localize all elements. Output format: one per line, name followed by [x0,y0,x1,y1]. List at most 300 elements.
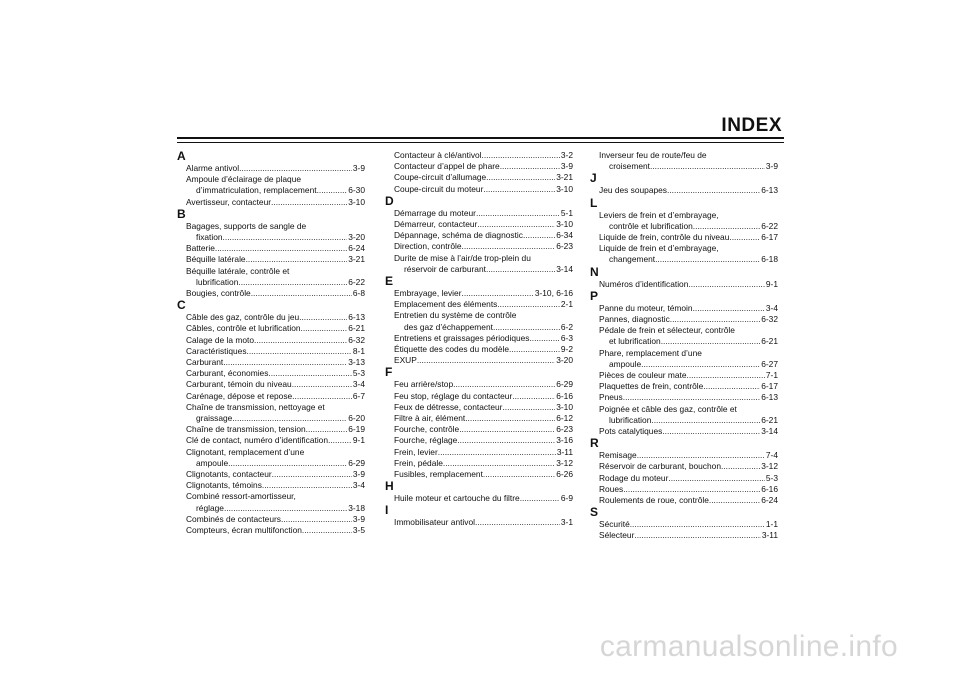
index-entry [385,435,573,446]
entry-text: Clignotant, remplacement d’une [186,446,305,457]
index-letter: R [590,436,599,451]
entry-text: Clé de contact, numéro d’identification [186,435,328,446]
index-entry [385,413,573,424]
entry-page-ref: 6-19 [348,424,365,435]
dot-leader [317,185,348,196]
entry-page-ref: 6-22 [761,220,778,231]
dot-leader [661,336,761,347]
entry-text: des gaz d’échappement [404,321,493,332]
entry-text: Huile moteur et cartouche du filtre [394,493,520,504]
dot-leader [634,530,760,541]
entry-page-ref: 6-26 [556,469,573,480]
index-entry [385,391,573,402]
entry-text: lubrification [196,276,239,287]
dot-leader [247,346,352,357]
entry-page-ref: 9-2 [560,344,573,355]
index-entry [590,303,778,314]
entry-text: Clignotants, témoins [186,480,262,491]
dot-leader [670,314,760,325]
index-entry [590,314,778,325]
entry-page-ref: 6-23 [556,241,573,252]
entry-text: d’immatriculation, remplacement [196,185,317,196]
dot-leader [328,435,352,446]
index-entry [385,208,573,219]
index-entry [385,447,573,458]
dot-leader [729,232,760,243]
entry-page-ref: 6-2 [560,321,573,332]
index-entry [385,402,573,413]
index-entry [385,150,573,161]
index-entry [385,344,573,355]
index-entry [590,392,778,403]
entry-text: fixation [196,232,223,243]
index-entry [590,243,778,265]
entry-page-ref: 6-30 [348,185,365,196]
entry-page-ref: 3-10, 6-16 [534,288,573,299]
dot-leader [223,357,347,368]
entry-text: Carburant [186,357,224,368]
dot-leader [668,473,765,484]
index-entry [385,458,573,469]
index-letter: B [177,206,186,221]
entry-text: Ampoule d’éclairage de plaque [186,174,302,185]
entry-page-ref: 6-22 [348,276,365,287]
index-entry [385,469,573,480]
dot-leader [486,264,555,275]
dot-leader [453,379,555,390]
index-entry [177,435,365,446]
entry-page-ref: 6-32 [761,314,778,325]
dot-leader [509,344,560,355]
dot-leader [476,208,560,219]
index-entry [590,150,778,172]
index-column-1 [177,150,365,536]
entry-page-ref: 3-20 [348,232,365,243]
entry-page-ref: 3-21 [348,254,365,265]
index-entry [385,299,573,310]
entry-page-ref: 3-4 [352,480,365,491]
index-letter: E [385,274,394,289]
dot-leader [637,450,765,461]
index-entry [590,461,778,472]
dot-leader [650,161,765,172]
dot-leader [251,288,352,299]
entry-page-ref: 9-1 [765,278,778,289]
index-entry [385,161,573,172]
entry-text: Frein, pédale [394,457,443,468]
entry-page-ref: 3-10 [556,183,573,194]
entry-page-ref: 6-32 [348,334,365,345]
entry-page-ref: 1-1 [765,519,778,530]
index-letter: D [385,193,394,208]
index-letter: F [385,365,393,380]
index-entry [177,266,365,288]
entry-page-ref: 6-21 [348,323,365,334]
entry-text: Remisage [599,450,637,461]
entry-text: et lubrification [609,336,661,347]
dot-leader [630,519,765,530]
entry-text: Pannes, diagnostic [599,314,670,325]
index-entry [385,219,573,230]
index-entry [177,163,365,174]
entry-text: Béquille latérale, contrôle et [186,265,290,276]
dot-leader [438,447,556,458]
index-entry [177,243,365,254]
entry-page-ref: 3-10 [556,219,573,230]
index-entry [177,335,365,346]
entry-page-ref: 6-9 [560,493,573,504]
entry-text: Chaîne de transmission, tension [186,424,306,435]
entry-text: Coupe-circuit d’allumage [394,172,487,183]
index-entry [177,288,365,299]
entry-text: Fourche, contrôle [394,424,460,435]
dot-leader [651,415,760,426]
entry-text: Embrayage, levier [394,288,462,299]
entry-text: Entretien du système de contrôle [394,310,517,321]
index-entry [177,491,365,513]
entry-text: Entretiens et graissages périodiques [394,332,530,343]
entry-text: Numéros d’identification [599,278,689,289]
dot-leader [223,232,348,243]
entry-text: Pneus [599,392,623,403]
entry-page-ref: 8-1 [352,345,365,356]
dot-leader [667,185,760,196]
entry-page-ref: 6-7 [352,390,365,401]
dot-leader [443,458,555,469]
index-column-2 [385,150,573,529]
index-entry [590,279,778,290]
entry-text: Poignée et câble des gaz, contrôle et [599,403,737,414]
entry-page-ref: 6-3 [560,332,573,343]
dot-leader [239,163,352,174]
entry-text: Plaquettes de frein, contrôle [599,381,704,392]
dot-leader [302,525,352,536]
index-entry [177,480,365,491]
dot-leader [232,413,347,424]
entry-text: Durite de mise à l’air/de trop-plein du [394,252,531,263]
index-letter: N [590,264,599,279]
index-entry [385,184,573,195]
entry-text: Démarrage du moteur [394,207,476,218]
index-letter: S [590,505,599,520]
index-entry [177,323,365,334]
index-entry [590,381,778,392]
entry-text: Roulements de roue, contrôle [599,495,709,506]
entry-page-ref: 3-5 [352,525,365,536]
dot-leader [523,230,555,241]
entry-text: Compteurs, écran multifonction [186,525,302,536]
entry-text: Clignotants, contacteur [186,469,272,480]
entry-page-ref: 3-9 [560,161,573,172]
entry-text: Roues [599,483,624,494]
entry-page-ref: 7-4 [765,450,778,461]
entry-text: Avertisseur, contacteur [186,196,272,207]
dot-leader [462,288,534,299]
entry-text: Bagages, supports de sangle de [186,220,307,231]
entry-page-ref: 3-12 [761,461,778,472]
entry-text: Direction, contrôle [394,241,462,252]
dot-leader [246,254,348,265]
index-entry [385,493,573,504]
entry-text: Rodage du moteur [599,472,669,483]
entry-text: Pots catalytiques [599,426,663,437]
dot-leader [688,279,765,290]
dot-leader [482,150,560,161]
index-entry [590,370,778,381]
entry-page-ref: 3-14 [761,426,778,437]
entry-text: Bougies, contrôle [186,288,251,299]
dot-leader [477,219,555,230]
entry-page-ref: 3-2 [560,150,573,160]
index-entry [385,333,573,344]
dot-leader [693,221,760,232]
entry-page-ref: 6-20 [348,413,365,424]
index-entry [177,402,365,424]
entry-page-ref: 2-1 [560,299,573,310]
entry-text: ampoule [609,358,642,369]
dot-leader [272,469,352,480]
index-entry [385,310,573,332]
entry-text: Combinés de contacteurs [186,513,281,524]
entry-page-ref: 6-27 [761,358,778,369]
index-entry [590,495,778,506]
dot-leader [512,391,555,402]
entry-text: réservoir de carburant [404,263,486,274]
dot-leader [483,184,555,195]
entry-page-ref: 3-10 [556,401,573,412]
index-entry [590,210,778,232]
dot-leader [709,495,760,506]
index-letter: L [590,195,598,210]
entry-text: Fusibles, remplacement [394,469,483,480]
entry-text: Feux de détresse, contacteur [394,401,503,412]
dot-leader [483,469,555,480]
entry-page-ref: 3-11 [556,446,573,457]
dot-leader [520,493,560,504]
entry-text: Fourche, réglage [394,435,458,446]
entry-page-ref: 3-4 [765,302,778,313]
index-entry [385,517,573,528]
dot-leader [224,503,347,514]
index-letter: P [590,288,599,303]
entry-page-ref: 5-3 [765,472,778,483]
dot-leader [299,312,347,323]
index-entry [177,368,365,379]
dot-leader [462,241,556,252]
entry-text: Jeu des soupapes [599,185,667,196]
entry-text: Câbles, contrôle et lubrification [186,323,301,334]
index-entry [385,424,573,435]
entry-page-ref: 6-8 [352,288,365,299]
entry-page-ref: 3-20 [556,355,573,366]
entry-text: Feu arrière/stop [394,379,454,390]
entry-page-ref: 6-23 [556,424,573,435]
entry-text: Liquide de frein et d’embrayage, [599,243,719,254]
index-entry [177,514,365,525]
entry-page-ref: 3-10 [348,196,365,207]
entry-text: Sécurité [599,519,630,530]
entry-text: contrôle et lubrification [609,220,693,231]
index-entry [590,530,778,541]
index-entry [590,519,778,530]
dot-leader [254,335,347,346]
entry-page-ref: 6-13 [348,312,365,323]
dot-leader [687,370,765,381]
entry-page-ref: 6-29 [556,379,573,390]
index-entry [590,426,778,437]
entry-text: Contacteur d’appel de phare [394,161,500,172]
index-entry [177,197,365,208]
dot-leader [459,424,555,435]
entry-page-ref: 3-9 [352,469,365,480]
index-entry [385,230,573,241]
entry-text: Alarme antivol [186,163,240,173]
entry-page-ref: 6-21 [761,414,778,425]
entry-text: Caractéristiques [186,345,247,356]
index-letter: I [385,503,389,518]
index-entry [590,348,778,370]
entry-page-ref: 5-3 [352,368,365,379]
entry-page-ref: 3-13 [348,357,365,368]
entry-text: Carburant, témoin du niveau [186,379,292,390]
dot-leader [271,197,347,208]
dot-leader [301,323,348,334]
index-entry [177,379,365,390]
entry-text: Combiné ressort-amortisseur, [186,491,296,502]
entry-text: changement [609,254,656,265]
index-letter: H [385,479,394,494]
index-entry [590,473,778,484]
dot-leader [228,458,347,469]
entry-text: EXUP [394,355,417,366]
index-entry [177,174,365,196]
entry-text: Démarreur, contacteur [394,219,478,230]
dot-leader [641,359,760,370]
entry-text: Sélecteur [599,530,635,541]
dot-leader [693,303,765,314]
entry-page-ref: 3-11 [761,530,778,541]
index-entry [177,469,365,480]
entry-text: Réservoir de carburant, bouchon [599,461,721,472]
dot-leader [457,435,555,446]
entry-page-ref: 3-18 [348,502,365,513]
entry-text: Leviers de frein et d’embrayage, [599,209,719,220]
dot-leader [262,480,352,491]
index-column-3 [590,150,778,542]
index-entry [385,241,573,252]
dot-leader [306,424,348,435]
entry-page-ref: 6-34 [556,230,573,241]
entry-page-ref: 6-13 [761,185,778,196]
index-entry [177,525,365,536]
entry-page-ref: 6-24 [348,243,365,254]
entry-page-ref: 6-17 [761,232,778,243]
entry-page-ref: 3-9 [352,163,365,173]
index-entry [177,254,365,265]
index-entry [590,404,778,426]
entry-text: graissage [196,413,233,424]
entry-page-ref: 3-12 [556,457,573,468]
entry-page-ref: 3-21 [556,172,573,183]
entry-page-ref: 6-21 [761,336,778,347]
dot-leader [500,161,560,172]
entry-page-ref: 6-29 [348,457,365,468]
index-entry [177,312,365,323]
dot-leader [502,402,555,413]
index-entry [177,221,365,243]
dot-leader [215,243,347,254]
entry-page-ref: 5-1 [560,207,573,218]
header-rule-thin [177,142,784,143]
index-entry [385,288,573,299]
dot-leader [623,392,760,403]
entry-text: Dépannage, schéma de diagnostic [394,230,523,241]
index-entry [177,357,365,368]
dot-leader [281,514,352,525]
entry-page-ref: 6-16 [761,483,778,494]
entry-page-ref: 3-16 [556,435,573,446]
index-entry [590,325,778,347]
dot-leader [493,322,560,333]
dot-leader [662,426,760,437]
entry-text: Pédale de frein et sélecteur, contrôle [599,325,735,336]
page-title: INDEX [721,115,782,136]
dot-leader [721,461,760,472]
dot-leader [703,381,760,392]
index-entry [177,424,365,435]
entry-text: Panne du moteur, témoin [599,302,693,313]
entry-text: Emplacement des éléments [394,299,498,310]
dot-leader [465,413,555,424]
watermark: carmanualsonline.info [599,630,898,663]
entry-page-ref: 6-17 [761,381,778,392]
entry-text: Filtre à air, élément [394,413,466,424]
entry-text: Carburant, économies [186,368,269,379]
dot-leader [655,254,760,265]
entry-text: Chaîne de transmission, nettoyage et [186,401,325,412]
entry-text: Calage de la moto [186,334,254,345]
entry-text: réglage [196,502,224,513]
index-entry [590,484,778,495]
entry-text: Frein, levier [394,446,438,457]
dot-leader [292,391,352,402]
entry-text: Carénage, dépose et repose [186,390,293,401]
entry-text: Coupe-circuit du moteur [394,183,484,194]
dot-leader [497,299,560,310]
entry-text: lubrification [609,414,652,425]
entry-text: croisement [609,161,650,172]
entry-page-ref: 3-1 [560,517,573,528]
index-letter: A [177,149,186,163]
entry-text: Béquille latérale [186,254,246,265]
entry-text: Inverseur feu de route/feu de [599,150,707,160]
dot-leader [529,333,559,344]
entry-page-ref: 6-13 [761,392,778,403]
entry-text: Pièces de couleur mate [599,370,687,381]
index-letter: C [177,298,186,313]
index-entry [385,355,573,366]
entry-page-ref: 9-1 [352,435,365,446]
index-entry [590,450,778,461]
entry-page-ref: 3-4 [352,379,365,390]
index-entry [590,232,778,243]
dot-leader [475,517,560,528]
header-rule-thick [177,137,784,139]
dot-leader [268,368,351,379]
entry-text: Contacteur à clé/antivol [394,150,482,160]
entry-page-ref: 7-1 [765,370,778,381]
entry-text: Immobilisateur antivol [394,517,475,528]
